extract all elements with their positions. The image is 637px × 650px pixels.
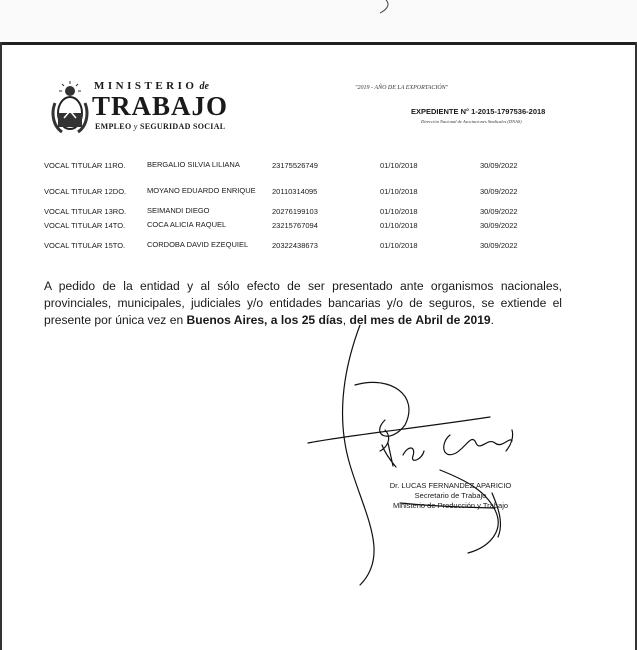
previous-page-signature-stroke xyxy=(372,0,402,14)
position-cell: VOCAL TITULAR 13RO. xyxy=(44,206,127,216)
end-date-cell: 30/09/2022 xyxy=(480,160,518,170)
department-name: Dirección Nacional de Asociaciones Sindicales (DNAS) xyxy=(421,119,522,124)
signer-title: Secretario de Trabajo xyxy=(414,491,487,500)
cuit-cell: 23175526749 xyxy=(272,160,318,170)
name-cell: BERGALIO SILVIA LILIANA xyxy=(147,160,240,169)
start-date-cell: 01/10/2018 xyxy=(380,186,418,196)
name-cell: SEIMANDI DIEGO xyxy=(147,206,210,215)
previous-page-fragment xyxy=(0,0,637,40)
file-number: EXPEDIENTE N° 1-2015-1797536-2018 xyxy=(411,107,546,116)
ministry-label: MINISTERIO de xyxy=(94,80,209,92)
end-date-cell: 30/09/2022 xyxy=(480,186,518,196)
table-row xyxy=(44,233,564,257)
cuit-cell: 23215767094 xyxy=(272,220,318,230)
table-row xyxy=(44,219,564,231)
end-date-cell: 30/09/2022 xyxy=(480,206,518,216)
signer-ministry: Ministerio de Producción y Trabajo xyxy=(392,501,509,510)
ministry-subtitle: EMPLEO y SEGURIDAD SOCIAL xyxy=(95,122,226,131)
start-date-cell: 01/10/2018 xyxy=(380,220,418,230)
coat-of-arms-logo xyxy=(50,78,90,136)
table-row xyxy=(44,153,564,177)
position-cell: VOCAL TITULAR 12DO. xyxy=(44,186,127,196)
name-cell: MOYANO EDUARDO ENRIQUE xyxy=(147,186,256,195)
ministry-name: TRABAJO xyxy=(92,91,229,121)
start-date-cell: 01/10/2018 xyxy=(380,206,418,216)
position-cell: VOCAL TITULAR 14TO. xyxy=(44,220,126,230)
table-row xyxy=(44,205,564,217)
signer-name: Dr. LUCAS FERNANDEZ APARICIO xyxy=(389,481,512,490)
page-top-edge xyxy=(0,42,637,45)
cuit-cell: 20322438673 xyxy=(272,240,318,250)
certification-paragraph: A pedido de la entidad y al sólo efecto de ser presentado ante organismos nacionales, provinciales, municipales, judiciales y/o entidades bancarias y/o de seguros, se extiende el presente por única vez en Buenos Aires, a los 25 días, del mes de Abril de 2019. xyxy=(44,279,562,327)
page-left-edge xyxy=(0,42,2,650)
cuit-cell: 20276199103 xyxy=(272,206,318,216)
end-date-cell: 30/09/2022 xyxy=(480,240,518,250)
start-date-cell: 01/10/2018 xyxy=(380,160,418,170)
year-motto: "2019 - AÑO DE LA EXPORTACIÓN" xyxy=(355,85,449,91)
name-cell: CORDOBA DAVID EZEQUIEL xyxy=(147,240,249,249)
start-date-cell: 01/10/2018 xyxy=(380,240,418,250)
handwritten-signature xyxy=(300,325,540,595)
position-cell: VOCAL TITULAR 11RO. xyxy=(44,160,126,170)
end-date-cell: 30/09/2022 xyxy=(480,220,518,230)
authorities-table xyxy=(44,153,564,259)
signer-block xyxy=(388,481,513,511)
cuit-cell: 20110314095 xyxy=(272,186,318,196)
name-cell: COCA ALICIA RAQUEL xyxy=(147,220,227,229)
table-row xyxy=(44,179,564,203)
position-cell: VOCAL TITULAR 15TO. xyxy=(44,240,126,250)
